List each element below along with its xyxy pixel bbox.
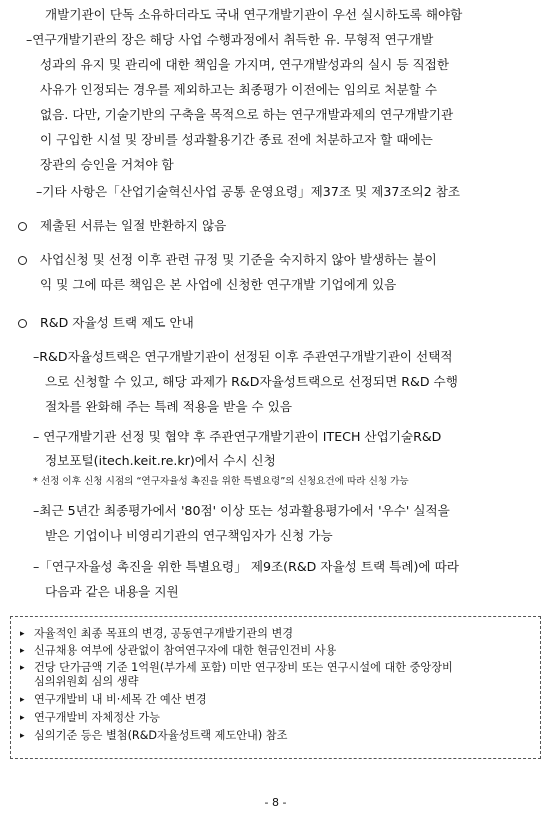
body-line: 개발기관이 단독 소유하더라도 국내 연구개발기관이 우선 실시하도록 해야함 [45, 7, 463, 22]
dash-item: 다음과 같은 내용을 지원 [45, 584, 179, 599]
triangle-bullet-icon: ▸ [20, 713, 25, 723]
body-line: 장관의 승인을 거쳐야 함 [40, 157, 174, 172]
box-item [20, 728, 287, 744]
dash-item: 받은 기업이나 비영리기관의 연구책임자가 신청 가능 [45, 528, 333, 543]
body-line: –기타 사항은「산업기술혁신사업 공통 운영요령」제37조 및 제37조의2 참조 [36, 184, 461, 199]
box-item-text: 연구개발비 자체정산 가능 [34, 711, 160, 724]
circle-item: 사업신청 및 선정 이후 관련 규정 및 기준을 숙지하지 않아 발생하는 불이 [40, 252, 437, 267]
triangle-bullet-icon: ▸ [20, 663, 25, 673]
box-item-text: 심의기준 등은 별첨(R&D자율성트랙 제도안내) 참조 [34, 729, 288, 742]
box-item [20, 626, 293, 642]
body-line: 성과의 유지 및 관리에 대한 책임을 가지며, 연구개발성과의 실시 등 직접한 [40, 57, 450, 72]
box-item-text: 자율적인 최종 목표의 변경, 공동연구개발기관의 변경 [34, 627, 294, 640]
body-line: 사유가 인정되는 경우를 제외하고는 최종평가 이전에는 임의로 처분할 수 [40, 82, 437, 97]
box-item-text: 건당 단가금액 기준 1억원(부가세 포함) 미만 연구장비 또는 연구시설에 대한 중앙장비 [34, 661, 453, 674]
dash-item: – 연구개발기관 선정 및 협약 후 주관연구개발기관이 ITECH 산업기술R&D [33, 429, 442, 444]
body-line: –연구개발기관의 장은 해당 사업 수행과정에서 취득한 유. 무형적 연구개발 [26, 32, 434, 47]
box-item-text: 연구개발비 내 비·세목 간 예산 변경 [34, 693, 207, 706]
footnote: * 선정 이후 신청 시점의 “연구자율성 촉진을 위한 특별요령”의 신청요건에 따라 신청 가능 [33, 476, 409, 487]
body-line: 없음. 다만, 기술기반의 구축을 목적으로 하는 연구개발과제의 연구개발기관 [40, 107, 454, 122]
dash-item: –R&D자율성트랙은 연구개발기관이 선정된 이후 주관연구개발기관이 선택적 [33, 349, 453, 364]
triangle-bullet-icon: ▸ [20, 646, 25, 656]
box-item [20, 710, 160, 726]
box-item [20, 692, 207, 708]
circle-item: 익 및 그에 따른 책임은 본 사업에 신청한 연구개발 기업에게 있음 [40, 277, 397, 292]
dash-item: 절차를 완화해 주는 특례 적용을 받을 수 있음 [45, 399, 293, 414]
dash-item: 으로 신청할 수 있고, 해당 과제가 R&D자율성트랙으로 선정되면 R&D 수행 [45, 374, 458, 389]
triangle-bullet-icon: ▸ [20, 731, 25, 741]
box-item-text: 신규채용 여부에 상관없이 참여연구자에 대한 현금인건비 사용 [34, 644, 337, 657]
circle-bullet-icon [18, 319, 27, 328]
circle-bullet-icon [18, 222, 27, 231]
box-item-continued: 심의위원회 심의 생략 [34, 675, 139, 688]
page-number: - 8 - [264, 796, 287, 809]
box-item [20, 643, 336, 659]
body-line: 이 구입한 시설 및 장비를 성과활용기간 종료 전에 처분하고자 할 때에는 [40, 132, 433, 147]
dash-item: 정보포털(itech.keit.re.kr)에서 수시 신청 [45, 453, 276, 468]
triangle-bullet-icon: ▸ [20, 629, 25, 639]
section-heading: R&D 자율성 트랙 제도 안내 [40, 315, 194, 330]
circle-bullet-icon [18, 256, 27, 265]
triangle-bullet-icon: ▸ [20, 695, 25, 705]
dash-item: –최근 5년간 최종평가에서 '80점' 이상 또는 성과활용평가에서 '우수' 실적을 [33, 503, 450, 518]
dash-item: –「연구자율성 촉진을 위한 특별요령」 제9조(R&D 자율성 트랙 특례)에 따라 [33, 559, 459, 574]
circle-item: 제출된 서류는 일절 반환하지 않음 [40, 218, 227, 233]
